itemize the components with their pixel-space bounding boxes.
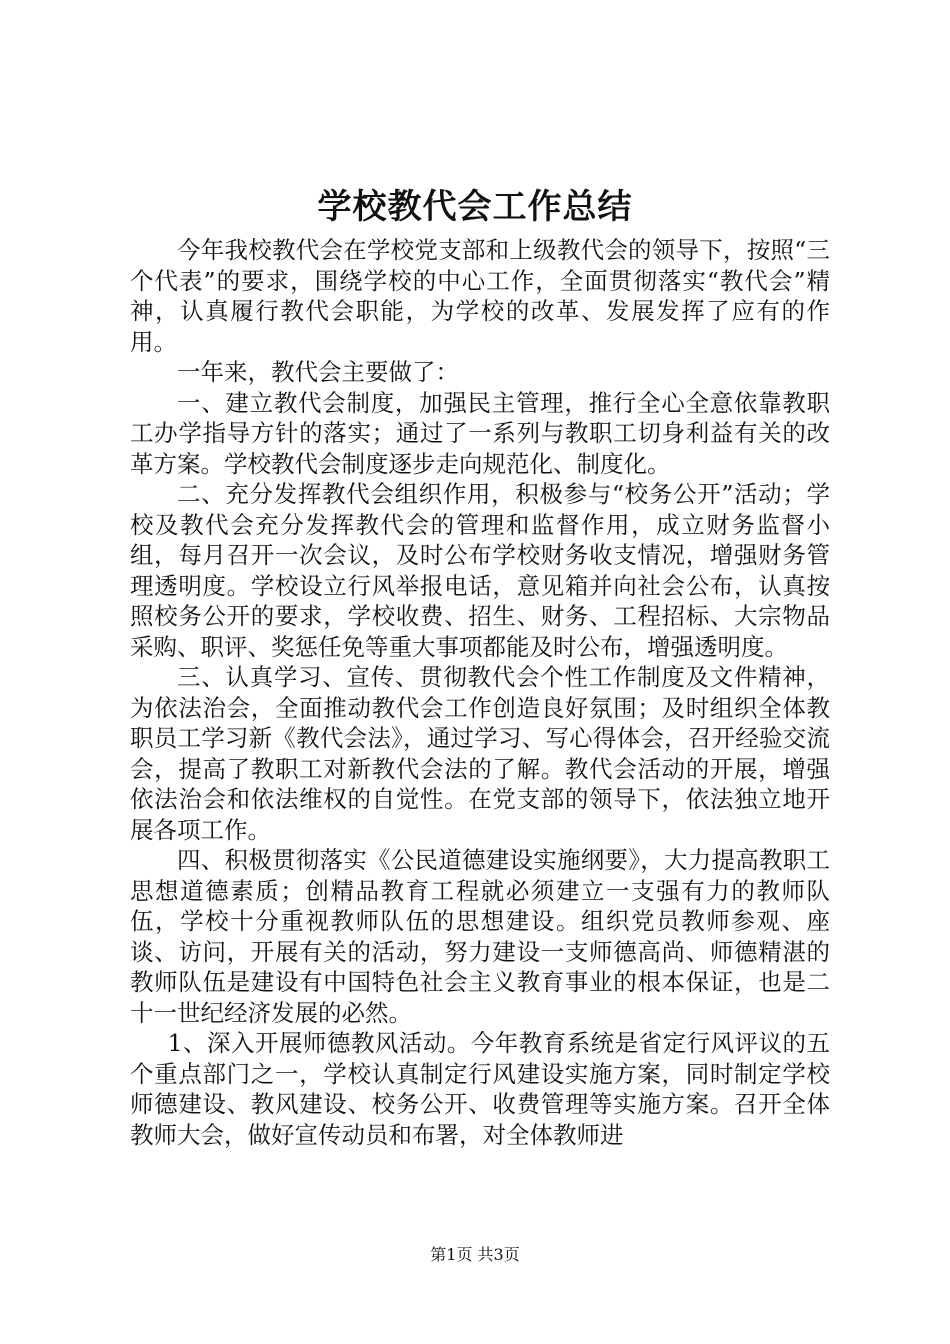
page-footer: 第1页 共3页	[430, 1245, 520, 1264]
document-body	[130, 235, 830, 1150]
paragraph-subitem-1: 1、深入开展师德教风活动。今年教育系统是省定行风评议的五个重点部门之一，学校认真制定行风建设实施方案，同时制定学校师德建设、教风建设、校务公开、收费管理等实施方案。召开全体教师大会，做好宣传动员和布署，对全体教师进	[130, 1029, 830, 1149]
paragraph-item-4: 四、积极贯彻落实《公民道德建设实施纲要》，大力提高教职工思想道德素质；创精品教育工程就必须建立一支强有力的教师队伍，学校十分重视教师队伍的思想建设。组织党员教师参观、座谈、访问，开展有关的活动，努力建设一支师德高尚、师德精湛的教师队伍是建设有中国特色社会主义教育事业的根本保证，也是二十一世纪经济发展的必然。	[130, 846, 830, 1027]
paragraph-intro: 今年我校教代会在学校党支部和上级教代会的领导下，按照“三个代表”的要求，围绕学校的中心工作，全面贯彻落实“教代会”精神，认真履行教代会职能，为学校的改革、发展发挥了应有的作用。	[130, 236, 830, 356]
paragraph-summary-lead: 一年来，教代会主要做了：	[177, 358, 459, 386]
paragraph-item-1: 一、建立教代会制度，加强民主管理，推行全心全意依靠教职工办学指导方针的落实；通过了一系列与教职工切身利益有关的改革方案。学校教代会制度逐步走向规范化、制度化。	[130, 388, 830, 478]
document-title: 学校教代会工作总结	[317, 187, 633, 227]
paragraph-item-3: 三、认真学习、宣传、贯彻教代会个性工作制度及文件精神，为依法治会，全面推动教代会工作创造良好氛围；及时组织全体教职员工学习新《教代会法》，通过学习、写心得体会，召开经验交流会，提高了教职工对新教代会法的了解。教代会活动的开展，增强依法治会和依法维权的自觉性。在党支部的领导下，依法独立地开展各项工作。	[130, 663, 830, 844]
paragraph-item-2: 二、充分发挥教代会组织作用，积极参与“校务公开”活动；学校及教代会充分发挥教代会的管理和监督作用，成立财务监督小组，每月召开一次会议，及时公布学校财务收支情况，增强财务管理透明度。学校设立行风举报电话，意见箱并向社会公布，认真按照校务公开的要求，学校收费、招生、财务、工程招标、大宗物品采购、职评、奖惩任免等重大事项都能及时公布，增强透明度。	[130, 480, 830, 661]
